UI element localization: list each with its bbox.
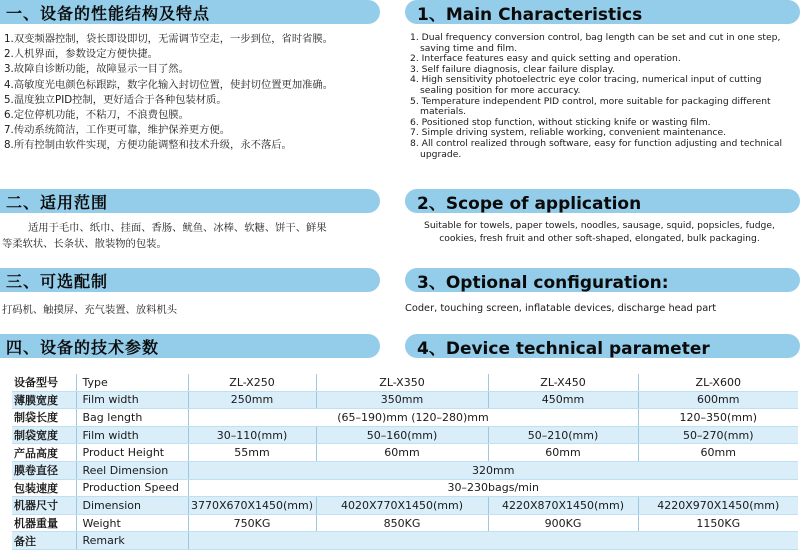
section-header-scope-en: 2、Scope of application [405, 189, 800, 213]
list-item: 8. All control realized through software, easy for function adjusting and technical upgrade. [410, 137, 782, 160]
list-item: 4. High sensitivity photoelectric eye color tracing, numerical input of cutting sealing position for more accuracy. [410, 74, 762, 96]
spec-table [12, 374, 798, 550]
list-item: 2.人机界面，参数设定方便快捷。 [4, 48, 158, 61]
table-cell: 850KG [316, 514, 488, 532]
row-label-cn: 机器重量 [12, 514, 76, 532]
table-cell: 900KG [488, 514, 638, 532]
table-cell: 450mm [488, 391, 638, 409]
row-label-en: Product Height [76, 444, 188, 462]
row-label-cn: 包装速度 [12, 479, 76, 497]
list-item: 5. Temperature independent PID control, more suitable for packaging different materials. [410, 95, 771, 118]
table-cell: 55mm [188, 444, 316, 462]
table-cell: 4020X770X1450(mm) [316, 497, 488, 515]
table-cell: 60mm [316, 444, 488, 462]
list-item: 2. Interface features easy and quick setting and operation. [410, 53, 681, 65]
table-cell: ZL-X450 [488, 374, 638, 391]
table-row [12, 532, 798, 550]
table-cell: 4220X970X1450(mm) [638, 497, 798, 515]
table-row [12, 461, 798, 479]
list-item: 1. Dual frequency conversion control, bag length can be set and cut in one step, saving time and film. [410, 32, 781, 54]
features-list-cn [4, 32, 396, 154]
table-cell: 250mm [188, 391, 316, 409]
row-label-cn: 产品高度 [12, 444, 76, 462]
list-item: 7.传动系统简洁，工作更可靠，维护保养更方便。 [4, 124, 231, 137]
section-header-features-cn: 一、设备的性能结构及特点 [0, 0, 380, 24]
features-list-en [410, 33, 795, 160]
row-label-en: Weight [76, 514, 188, 532]
row-label-cn: 薄膜宽度 [12, 391, 76, 409]
table-cell: 30–110(mm) [188, 426, 316, 444]
list-item: 6.定位停机功能，不粘刀，不浪费包膜。 [4, 109, 189, 122]
list-item: 3.故障自诊断功能，故障显示一目了然。 [4, 63, 189, 76]
list-item: 7. Simple driving system, reliable working, convenient maintenance. [410, 127, 727, 139]
scope-text-en: Suitable for towels, paper towels, noodles, sausage, squid, popsicles, fudge, cookies, fresh fruit and other soft-shaped, elongated, bulk packaging. [424, 220, 775, 244]
table-cell: 320mm [188, 461, 798, 479]
table-cell: 60mm [638, 444, 798, 462]
table-cell: 350mm [316, 391, 488, 409]
table-cell: 3770X670X1450(mm) [188, 497, 316, 515]
scope-text-cn: 适用于毛巾、纸巾、挂面、香肠、鱿鱼、冰棒、软糖、饼干、鲜果等柔软状、长条状、散装物的包装。 [2, 222, 327, 250]
list-item: 5.温度独立PID控制，更好适合于各种包装材质。 [4, 93, 227, 106]
row-label-cn: 机器尺寸 [12, 497, 76, 515]
table-row [12, 374, 798, 391]
row-label-en: Remark [76, 532, 188, 550]
row-label-en: Film width [76, 391, 188, 409]
table-cell: (65–190)mm (120–280)mm [188, 409, 638, 427]
table-cell: 30–230bags/min [188, 479, 798, 497]
table-cell: 120–350(mm) [638, 409, 798, 427]
section-header-scope-cn: 二、适用范围 [0, 189, 380, 213]
table-cell: 750KG [188, 514, 316, 532]
section-header-spec-cn: 四、设备的技术参数 [0, 334, 380, 358]
row-label-en: Bag length [76, 409, 188, 427]
table-cell: 50–160(mm) [316, 426, 488, 444]
list-item: 3. Self failure diagnosis, clear failure display. [410, 63, 615, 75]
row-label-en: Dimension [76, 497, 188, 515]
row-label-cn: 膜卷直径 [12, 461, 76, 479]
section-header-features-en: 1、Main Characteristics [405, 0, 800, 24]
table-cell: 4220X870X1450(mm) [488, 497, 638, 515]
row-label-en: Production Speed [76, 479, 188, 497]
table-row [12, 497, 798, 515]
row-label-en: Type [76, 374, 188, 391]
optional-text-cn: 打码机、触摸屏、充气装置、放料机头 [2, 304, 178, 316]
table-cell: 50–210(mm) [488, 426, 638, 444]
table-row [12, 514, 798, 532]
list-item: 6. Positioned stop function, without sticking knife or wasting film. [410, 116, 711, 128]
section-header-spec-en: 4、Device technical parameter [405, 334, 800, 358]
row-label-cn: 制袋长度 [12, 409, 76, 427]
table-cell: 600mm [638, 391, 798, 409]
table-row [12, 391, 798, 409]
table-cell [188, 532, 798, 550]
row-label-cn: 备注 [12, 532, 76, 550]
row-label-en: Film width [76, 426, 188, 444]
table-cell: 1150KG [638, 514, 798, 532]
optional-text-en: Coder, touching screen, inflatable devices, discharge head part [405, 303, 717, 314]
table-cell: ZL-X250 [188, 374, 316, 391]
section-header-optional-en: 3、Optional configuration: [405, 268, 800, 292]
table-row [12, 426, 798, 444]
list-item: 1.双变频器控制，袋长即设即切，无需调节空走，一步到位，省时省膜。 [4, 33, 334, 45]
table-cell: ZL-X600 [638, 374, 798, 391]
table-cell: ZL-X350 [316, 374, 488, 391]
section-header-optional-cn: 三、可选配制 [0, 268, 380, 292]
table-cell: 60mm [488, 444, 638, 462]
table-row [12, 444, 798, 462]
row-label-cn: 设备型号 [12, 374, 76, 391]
row-label-cn: 制袋宽度 [12, 426, 76, 444]
list-item: 4.高敏度光电颜色标跟踪，数字化输入封切位置，使封切位置更加准确。 [4, 78, 334, 91]
list-item: 8.所有控制由软件实现，方便功能调整和技术升级，永不落后。 [4, 139, 292, 152]
row-label-en: Reel Dimension [76, 461, 188, 479]
table-cell: 50–270(mm) [638, 426, 798, 444]
table-row [12, 409, 798, 427]
table-row [12, 479, 798, 497]
